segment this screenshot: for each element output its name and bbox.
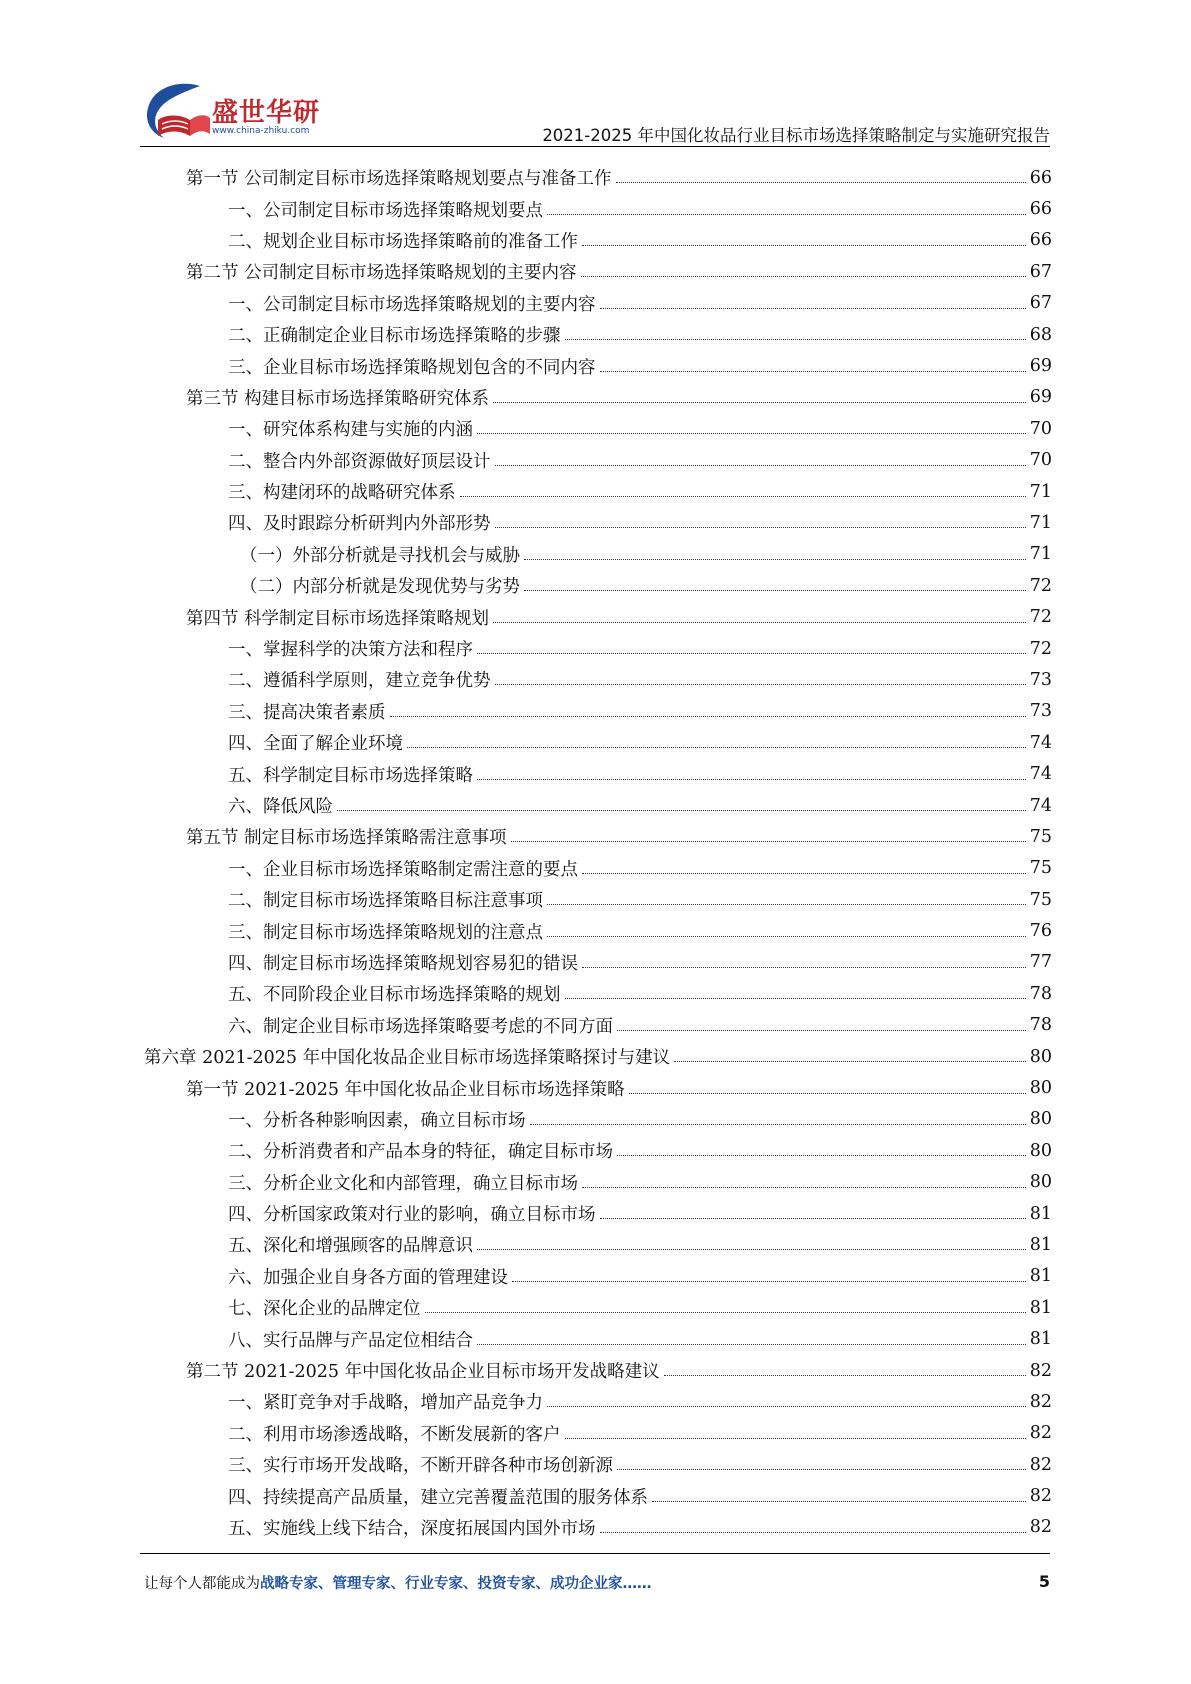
toc-entry[interactable] [144,1229,1052,1260]
toc-entry-title: 一、公司制定目标市场选择策略规划要点 [228,200,543,221]
toc-dot-leader [477,653,1026,654]
toc-dot-leader [407,747,1026,748]
toc-entry[interactable] [144,1418,1052,1449]
toc-dot-leader [600,371,1027,372]
toc-entry[interactable] [144,1512,1052,1543]
toc-entry[interactable] [144,288,1052,319]
toc-entry-page: 72 [1029,575,1052,596]
toc-entry-page: 77 [1029,952,1052,973]
toc-dot-leader [524,590,1026,591]
toc-dot-leader [617,1030,1026,1031]
toc-entry-page: 69 [1029,387,1052,408]
toc-entry[interactable] [144,1041,1052,1072]
toc-entry[interactable] [144,162,1052,193]
page-number: 5 [1038,1572,1050,1591]
toc-entry-title: 第二节 公司制定目标市场选择策略规划的主要内容 [186,263,577,284]
toc-entry-title: （二）内部分析就是发现优势与劣势 [240,577,520,598]
toc-entry[interactable] [144,507,1052,538]
toc-entry-page: 73 [1029,701,1052,722]
toc-entry[interactable] [144,853,1052,884]
toc-entry-page: 67 [1029,261,1052,282]
toc-dot-leader [629,1093,1026,1094]
toc-entry[interactable] [144,1449,1052,1480]
toc-dot-leader [547,904,1026,905]
toc-dot-leader [511,841,1026,842]
toc-dot-leader [547,936,1026,937]
toc-dot-leader [477,433,1026,434]
toc-dot-leader [652,1501,1026,1502]
toc-dot-leader [524,559,1026,560]
toc-dot-leader [582,873,1026,874]
toc-entry[interactable] [144,256,1052,287]
toc-entry-page: 71 [1029,512,1052,533]
toc-dot-leader [674,1061,1026,1062]
toc-dot-leader [390,716,1027,717]
toc-entry-page: 76 [1029,921,1052,942]
toc-entry-page: 67 [1029,293,1052,314]
toc-entry-title: （一）外部分析就是寻找机会与威胁 [240,545,520,566]
toc-dot-leader [616,182,1026,183]
toc-dot-leader [460,496,1027,497]
toc-entry[interactable] [144,1480,1052,1511]
toc-entry-title: 二、正确制定企业目标市场选择策略的步骤 [228,326,561,347]
toc-entry[interactable] [144,319,1052,350]
toc-entry[interactable] [144,947,1052,978]
toc-dot-leader [512,1281,1026,1282]
toc-entry[interactable] [144,350,1052,381]
toc-entry-title: 第三节 构建目标市场选择策略研究体系 [186,388,490,409]
toc-dot-leader [425,1312,1027,1313]
toc-dot-leader [477,779,1026,780]
logo-emblem-icon [140,80,210,146]
company-logo [140,80,320,146]
toc-entry-page: 69 [1029,356,1052,377]
toc-entry-page: 80 [1029,1172,1052,1193]
toc-entry-title: 六、制定企业目标市场选择策略要考虑的不同方面 [228,1016,613,1037]
toc-entry[interactable] [144,1010,1052,1041]
toc-entry-title: 二、规划企业目标市场选择策略前的准备工作 [228,231,578,252]
toc-entry[interactable] [144,664,1052,695]
toc-entry-page: 82 [1029,1391,1052,1412]
toc-dot-leader [493,402,1026,403]
toc-entry-title: 五、深化和增强顾客的品牌意识 [228,1236,473,1257]
toc-entry[interactable] [144,1072,1052,1103]
report-title: 2021-2025 年中国化妆品行业目标市场选择策略制定与实施研究报告 [542,126,1050,145]
toc-entry[interactable] [144,225,1052,256]
toc-dot-leader [617,1469,1026,1470]
toc-entry-title: 五、不同阶段企业目标市场选择策略的规划 [228,985,561,1006]
toc-dot-leader [477,1249,1026,1250]
toc-entry-title: 三、实行市场开发战略，不断开辟各种市场创新源 [228,1456,613,1477]
toc-entry[interactable] [144,382,1052,413]
toc-entry-title: 第一节 公司制定目标市场选择策略规划要点与准备工作 [186,169,612,190]
toc-entry-title: 第四节 科学制定目标市场选择策略规划 [186,608,490,629]
toc-entry[interactable] [144,633,1052,664]
toc-entry[interactable] [144,476,1052,507]
toc-entry-page: 74 [1029,795,1052,816]
toc-entry-title: 三、构建闭环的战略研究体系 [228,483,456,504]
toc-dot-leader [565,1438,1027,1439]
toc-entry[interactable] [144,1135,1052,1166]
toc-entry-title: 三、制定目标市场选择策略规划的注意点 [228,922,543,943]
toc-entry[interactable] [144,1292,1052,1323]
header-divider [140,146,1050,147]
toc-entry-page: 82 [1029,1360,1052,1381]
toc-entry-title: 第五节 制定目标市场选择策略需注意事项 [186,828,507,849]
toc-entry-title: 四、持续提高产品质量，建立完善覆盖范围的服务体系 [228,1487,648,1508]
toc-entry-page: 81 [1029,1203,1052,1224]
toc-entry-page: 71 [1029,544,1052,565]
toc-entry-page: 72 [1029,607,1052,628]
toc-entry-title: 一、分析各种影响因素，确立目标市场 [228,1110,526,1131]
toc-entry-title: 一、企业目标市场选择策略制定需注意的要点 [228,859,578,880]
toc-dot-leader [530,1124,1027,1125]
toc-entry[interactable] [144,539,1052,570]
toc-entry[interactable] [144,790,1052,821]
toc-entry-title: 三、分析企业文化和内部管理，确立目标市场 [228,1173,578,1194]
toc-entry[interactable] [144,445,1052,476]
footer-slogan-roles: 战略专家、管理专家、行业专家、投资专家、成功企业家…… [260,1576,652,1592]
toc-entry-page: 66 [1029,167,1052,188]
toc-dot-leader [495,684,1027,685]
toc-dot-leader [477,1344,1026,1345]
page-header [140,80,1050,150]
toc-entry[interactable] [144,884,1052,915]
toc-entry-title: 二、分析消费者和产品本身的特征，确定目标市场 [228,1142,613,1163]
toc-entry-title: 五、实施线上线下结合，深度拓展国内国外市场 [228,1518,596,1539]
toc-entry[interactable] [144,1104,1052,1135]
toc-entry-title: 一、掌握科学的决策方法和程序 [228,640,473,661]
toc-entry-page: 70 [1029,418,1052,439]
toc-entry[interactable] [144,1386,1052,1417]
toc-entry-page: 80 [1029,1109,1052,1130]
toc-entry-page: 75 [1029,826,1052,847]
toc-entry-page: 82 [1029,1423,1052,1444]
toc-entry-page: 73 [1029,669,1052,690]
toc-entry-page: 66 [1029,199,1052,220]
toc-dot-leader [581,276,1026,277]
toc-entry-page: 72 [1029,638,1052,659]
toc-entry-title: 第一节 2021-2025 年中国化妆品企业目标市场选择策略 [186,1079,625,1100]
toc-entry-title: 五、科学制定目标市场选择策略 [228,765,473,786]
toc-entry-title: 六、加强企业自身各方面的管理建设 [228,1267,508,1288]
toc-entry-title: 一、公司制定目标市场选择策略规划的主要内容 [228,294,596,315]
toc-entry[interactable] [144,1167,1052,1198]
toc-entry-title: 一、研究体系构建与实施的内涵 [228,420,473,441]
toc-dot-leader [600,308,1027,309]
toc-entry-title: 二、利用市场渗透战略，不断发展新的客户 [228,1424,561,1445]
toc-entry-title: 八、实行品牌与产品定位相结合 [228,1330,473,1351]
toc-entry-title: 第二节 2021-2025 年中国化妆品企业目标市场开发战略建议 [186,1362,660,1383]
toc-entry-title: 二、遵循科学原则，建立竞争优势 [228,671,491,692]
logo-name: 盛世华研 [212,98,321,128]
toc-entry-title: 三、企业目标市场选择策略规划包含的不同内容 [228,357,596,378]
toc-entry-title: 四、制定目标市场选择策略规划容易犯的错误 [228,953,578,974]
toc-entry[interactable] [144,1355,1052,1386]
toc-entry-page: 81 [1029,1234,1052,1255]
toc-entry-page: 82 [1029,1486,1052,1507]
toc-dot-leader [495,527,1027,528]
toc-entry-page: 75 [1029,858,1052,879]
toc-dot-leader [600,1532,1027,1533]
toc-entry[interactable] [144,727,1052,758]
toc-dot-leader [337,810,1026,811]
toc-entry[interactable] [144,696,1052,727]
toc-entry-title: 三、提高决策者素质 [228,702,386,723]
toc-entry-page: 71 [1029,481,1052,502]
toc-entry-page: 82 [1029,1454,1052,1475]
toc-dot-leader [547,1406,1026,1407]
toc-entry[interactable] [144,821,1052,852]
logo-url: www.china-zhiku.com [212,126,310,136]
toc-dot-leader [547,214,1026,215]
toc-entry-page: 81 [1029,1266,1052,1287]
toc-entry-title: 一、紧盯竞争对手战略，增加产品竞争力 [228,1393,543,1414]
toc-entry-title: 二、整合内外部资源做好顶层设计 [228,451,491,472]
toc-entry-title: 六、降低风险 [228,797,333,817]
toc-entry-page: 70 [1029,450,1052,471]
toc-dot-leader [582,1187,1026,1188]
toc-dot-leader [582,245,1026,246]
toc-entry[interactable] [144,758,1052,789]
toc-dot-leader [617,1155,1026,1156]
toc-entry[interactable] [144,1261,1052,1292]
toc-entry-title: 四、及时跟踪分析研判内外部形势 [228,514,491,535]
toc-entry[interactable] [144,915,1052,946]
toc-dot-leader [493,622,1026,623]
toc-entry-title: 二、制定目标市场选择策略目标注意事项 [228,891,543,912]
toc-entry-page: 80 [1029,1078,1052,1099]
toc-entry[interactable] [144,570,1052,601]
toc-entry-page: 74 [1029,764,1052,785]
toc-entry[interactable] [144,413,1052,444]
toc-entry-page: 66 [1029,230,1052,251]
toc-dot-leader [565,998,1027,999]
toc-entry-page: 78 [1029,1015,1052,1036]
table-of-contents [144,162,1052,1543]
toc-dot-leader [565,339,1027,340]
toc-entry-page: 80 [1029,1046,1052,1067]
toc-entry[interactable] [144,601,1052,632]
toc-dot-leader [664,1375,1026,1376]
page-footer [144,1572,1050,1596]
toc-dot-leader [582,967,1026,968]
toc-entry-page: 78 [1029,983,1052,1004]
toc-entry-page: 81 [1029,1297,1052,1318]
toc-entry[interactable] [144,978,1052,1009]
toc-entry-page: 75 [1029,889,1052,910]
toc-entry[interactable] [144,1198,1052,1229]
toc-dot-leader [600,1218,1027,1219]
toc-entry-title: 七、深化企业的品牌定位 [228,1299,421,1320]
toc-entry-page: 74 [1029,732,1052,753]
toc-dot-leader [495,465,1027,466]
toc-entry-title: 第六章 2021-2025 年中国化妆品企业目标市场选择策略探讨与建议 [144,1048,671,1069]
toc-entry-page: 68 [1029,324,1052,345]
toc-entry-title: 四、分析国家政策对行业的影响，确立目标市场 [228,1205,596,1226]
toc-entry[interactable] [144,1323,1052,1354]
footer-divider [140,1553,1050,1554]
toc-entry[interactable] [144,193,1052,224]
toc-entry-title: 四、全面了解企业环境 [228,734,403,755]
toc-entry-page: 80 [1029,1140,1052,1161]
toc-entry-page: 81 [1029,1329,1052,1350]
footer-slogan-lead: 让每个人都能成为 [144,1576,260,1592]
toc-entry-page: 82 [1029,1517,1052,1538]
